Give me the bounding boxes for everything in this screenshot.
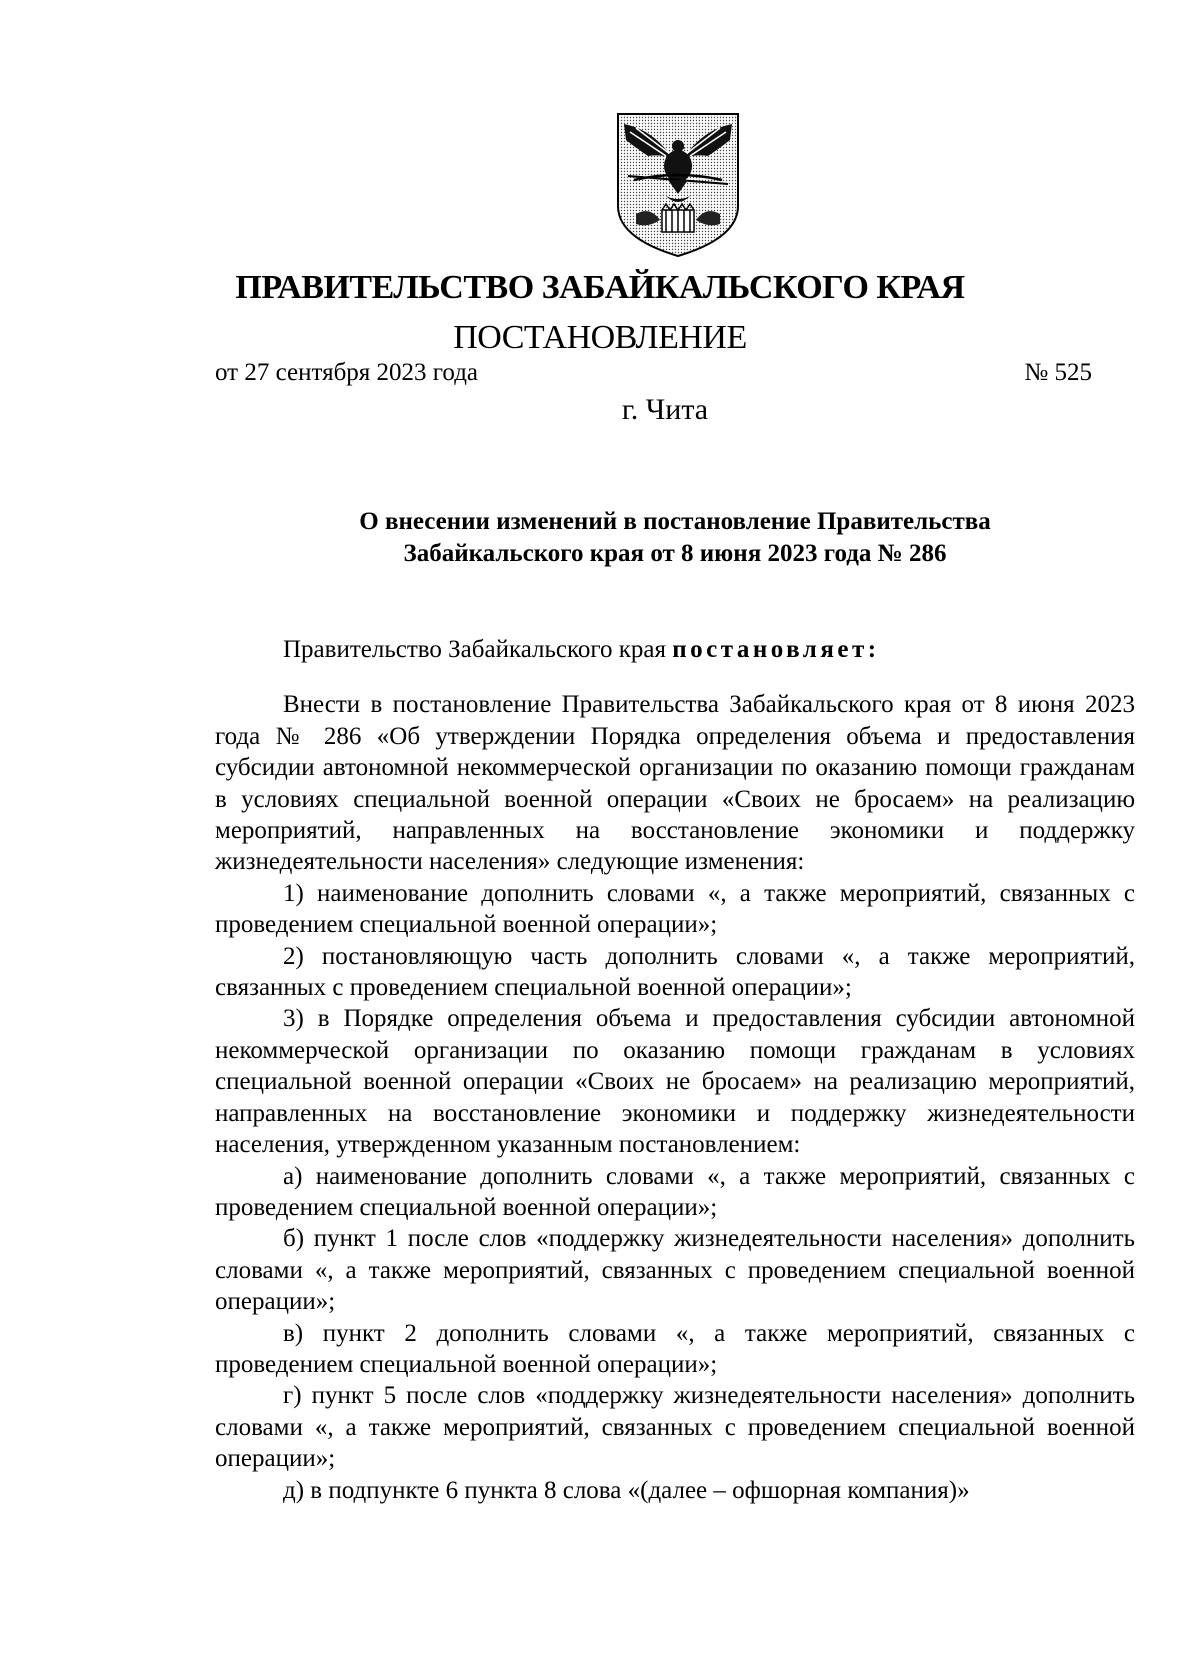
paragraph-subitem-v: в) пункт 2 дополнить словами «, а также мероприятий, связанных с проведением специальной военной операции»; [215,1319,1135,1378]
paragraph-item-1: 1) наименование дополнить словами «, а также мероприятий, связанных с проведением специальной военной операции»; [215,879,1135,939]
paragraph-subitem-d: д) в подпункте 6 пункта 8 слова «(далее – офшорная компания)» [283,1476,970,1504]
paragraph-item-2: 2) постановляющую часть дополнить словами «, а также мероприятий, связанных с проведением специальной военной операции»; [215,942,1135,1002]
document-type: ПОСТАНОВЛЕНИЕ [453,319,747,356]
paragraph-subitem-b: б) пункт 1 после слов «поддержку жизнедеятельности населения» дополнить словами «, а также мероприятий, связанных с проведением специальной военной операции»; [215,1225,1135,1316]
paragraph-subitem-a: а) наименование дополнить словами «, а также мероприятий, связанных с проведением специальной военной операции»; [215,1162,1135,1221]
paragraph-main: Внести в постановление Правительства Забайкальского края от 8 июня 2023 года № 286 «Об утверждении Порядка определения объема и предоставления субсидии автономной некоммерческой организации по оказанию помощи гражданам в условиях специальной военной операции «Своих не бросаем» на реализацию мероприятий, направленных на восстановление экономики и поддержку жизнедеятельности населения» следующие изменения: [215,691,1135,876]
organization-title: ПРАВИТЕЛЬСТВО ЗАБАЙКАЛЬСКОГО КРАЯ [235,269,965,306]
document-number: № 525 [1024,359,1092,386]
document-subject [280,506,1070,570]
subject-line-2: Забайкальского края от 8 июня 2023 года № 286 [403,540,947,567]
intro-paragraph [215,634,1135,665]
document-city: г. Чита [621,393,709,426]
intro-emphasis: постановляет: [672,636,880,663]
paragraph-item-3: 3) в Порядке определения объема и предоставления субсидии автономной некоммерческой организации по оказанию помощи гражданам в условиях специальной военной операции «Своих не бросаем» на реализацию мероприятий, направленных на восстановление экономики и поддержку жизнедеятельности населения, утвержденном указанным постановлением: [215,1005,1135,1159]
paragraph-subitem-g: г) пункт 5 после слов «поддержку жизнедеятельности населения» дополнить словами «, а также мероприятий, связанных с проведением специальной военной операции»; [215,1382,1135,1473]
document-date: от 27 сентября 2023 года [215,359,479,386]
document-body [215,634,1135,1506]
coat-of-arms-emblem [614,110,742,258]
intro-text: Правительство Забайкальского края [283,636,673,663]
subject-line-1: О внесении изменений в постановление Правительства [359,508,991,535]
